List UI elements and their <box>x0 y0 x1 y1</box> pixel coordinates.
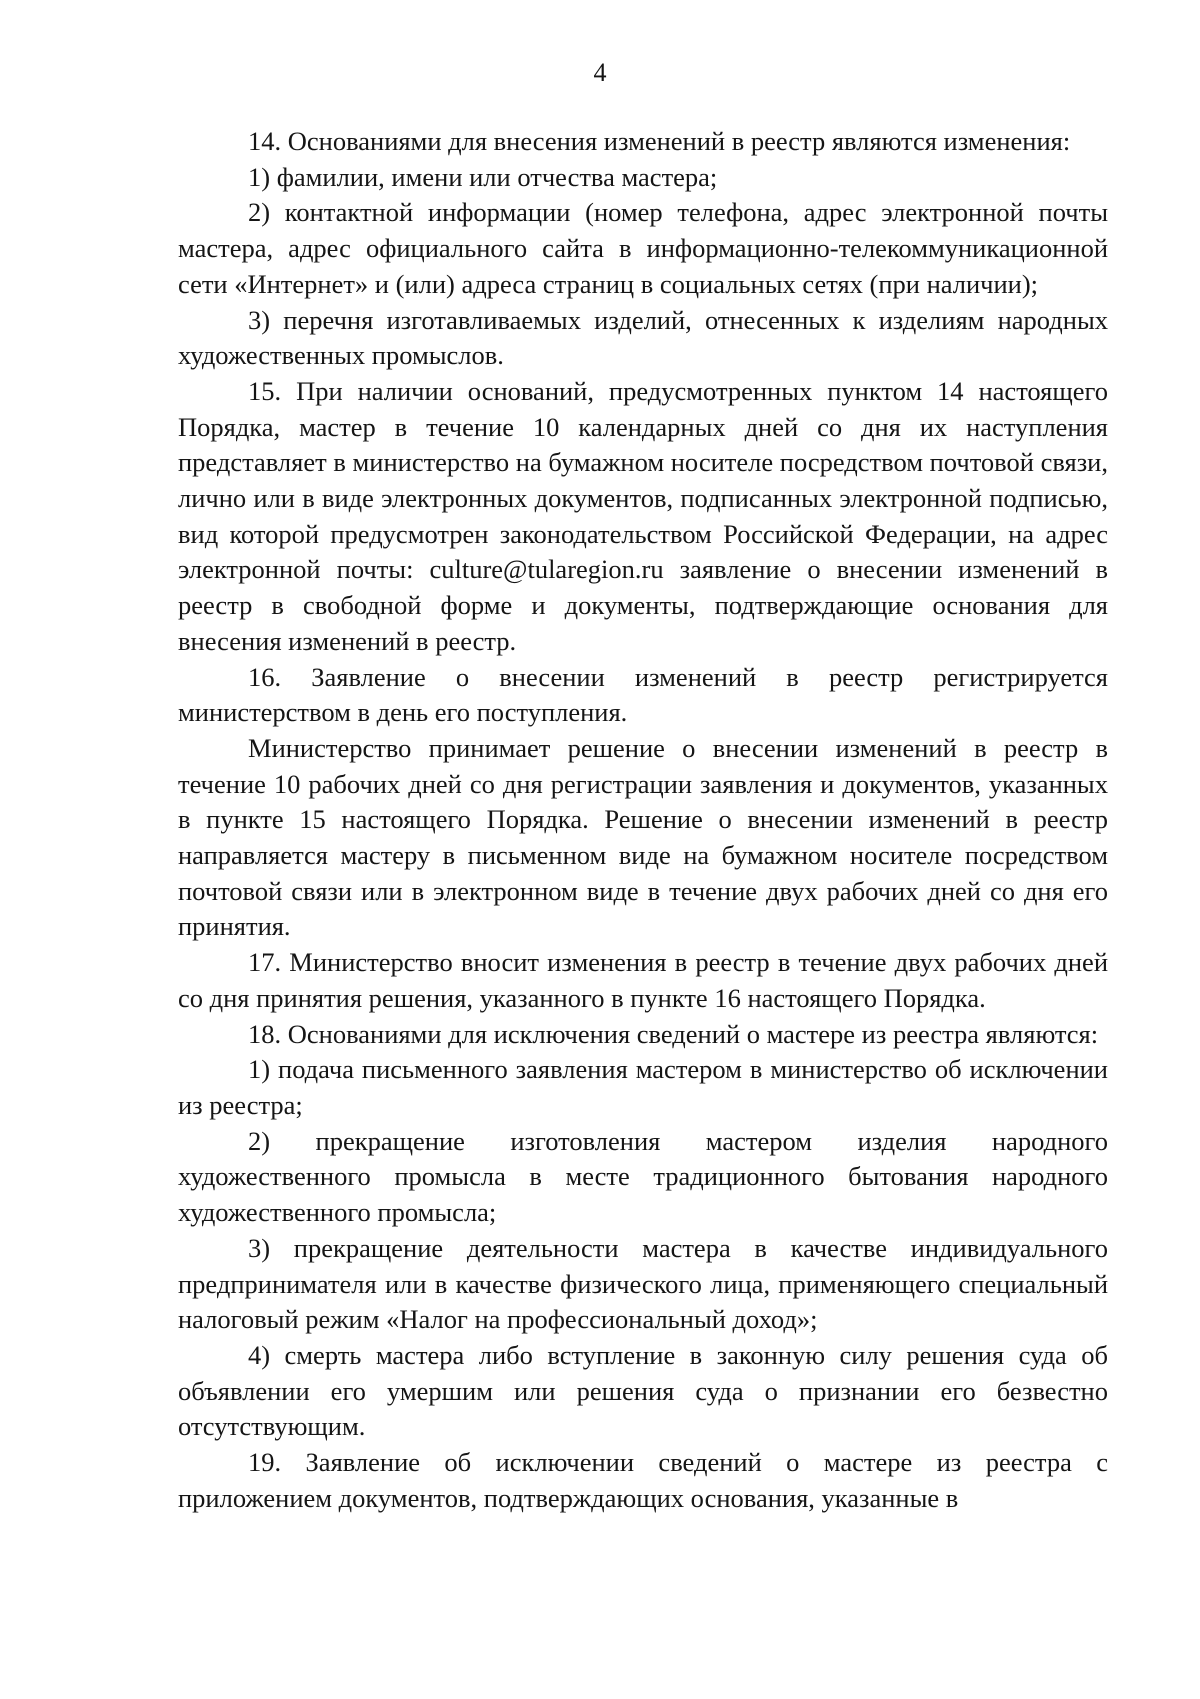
page-number: 4 <box>593 58 607 87</box>
paragraph-18-item-3: 3) прекращение деятельности мастера в качестве индивидуального предпринимателя или в качестве физического лица, применяющего специальный налоговый режим «Налог на профессиональный доход»; <box>178 1232 1108 1335</box>
document-body <box>178 124 1108 1516</box>
paragraph-18-item-4: 4) смерть мастера либо вступление в законную силу решения суда об объявлении его умершим или решения суда о признании его безвестно отсутствующим. <box>178 1339 1108 1442</box>
paragraph-14-item-1: 1) фамилии, имени или отчества мастера; <box>248 161 718 192</box>
paragraph-17: 17. Министерство вносит изменения в реестр в течение двух рабочих дней со дня принятия решения, указанного в пункте 16 настоящего Порядка. <box>178 947 1108 1013</box>
paragraph-14: 14. Основаниями для внесения изменений в реестр являются изменения: <box>248 126 1071 156</box>
paragraph-14-item-2: 2) контактной информации (номер телефона, адрес электронной почты мастера, адрес официального сайта в информационно-телекоммуникационной сети «Интернет» и (или) адреса страниц в социальных сетях (при наличии); <box>178 197 1108 299</box>
paragraph-18-item-2: 2) прекращение изготовления мастером изделия народного художественного промысла в месте традиционного бытования народного художественного промысла; <box>178 1125 1108 1228</box>
paragraph-16: 16. Заявление о внесении изменений в реестр регистрируется министерством в день его поступления. <box>178 661 1108 728</box>
paragraph-19: 19. Заявление об исключении сведений о мастере из реестра с приложением документов, подтверждающих основания, указанные в <box>178 1447 1108 1513</box>
paragraph-14-item-3: 3) перечня изготавливаемых изделий, отнесенных к изделиям народных художественных промыслов. <box>178 304 1108 371</box>
paragraph-18-item-1: 1) подача письменного заявления мастером в министерство об исключении из реестра; <box>178 1054 1108 1120</box>
paragraph-15: 15. При наличии оснований, предусмотренных пунктом 14 настоящего Порядка, мастер в течение 10 календарных дней со дня их наступления представляет в министерство на бумажном носителе посредством почтовой связи, лично или в виде электронных документов, подписанных электронной подписью, вид которой предусмотрен законодательством Российской Федерации, на адрес электронной почты: culture@tularegion.ru заявление о внесении изменений в реестр в свободной форме и документы, подтверждающие основания для внесения изменений в реестр. <box>178 375 1108 656</box>
paragraph-16-decision: Министерство принимает решение о внесении изменений в реестр в течение 10 рабочих дней со дня регистрации заявления и документов, указанных в пункте 15 настоящего Порядка. Решение о внесении изменений в реестр направляется мастеру в письменном виде на бумажном носителе посредством почтовой связи или в электронном виде в течение двух рабочих дней со дня его принятия. <box>178 732 1108 942</box>
paragraph-18: 18. Основаниями для исключения сведений о мастере из реестра являются: <box>248 1018 1099 1049</box>
